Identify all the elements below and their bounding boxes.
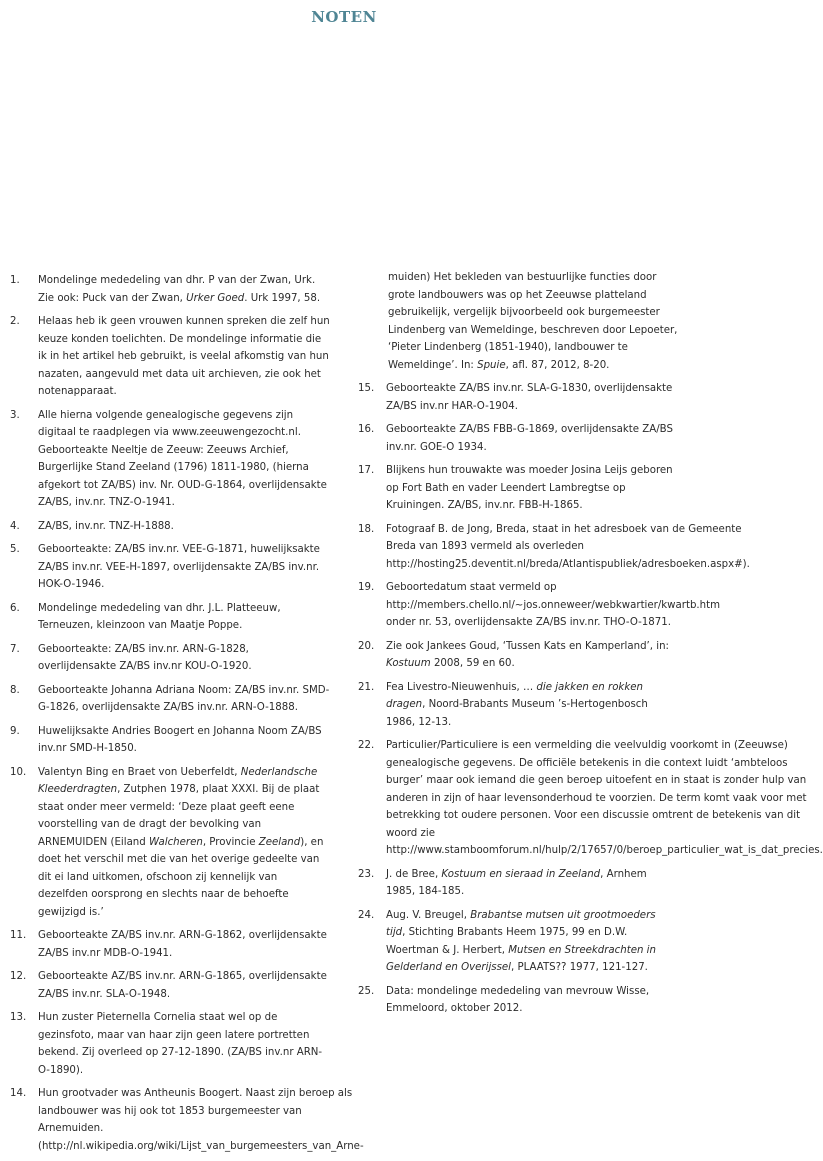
footnote-text: Geboorteakte ZA/BS inv.nr. SLA-G-1830, overlijdensakte ZA/BS inv.nr HAR-O-1904.: [386, 383, 673, 412]
footnote-text: J. de Bree, Kostuum en sieraad in Zeeland, Arnhem 1985, 184-185.: [386, 868, 647, 897]
footnote-text: Mondelinge mededeling van dhr. P van der Zwan, Urk. Zie ook: Puck van der Zwan, Urker Goed. Urk 1997, 58.: [38, 275, 321, 304]
footnote-number: 19.: [358, 582, 375, 593]
footnote: [358, 421, 678, 456]
footnote: [10, 600, 330, 635]
footnote-number: 5.: [10, 544, 20, 555]
footnote-number: 23.: [358, 868, 375, 880]
footnote-text: Mondelinge mededeling van dhr. J.L. Platteeuw, Terneuzen, kleinzoon van Maatje Poppe.: [38, 602, 281, 631]
footnote-number: 17.: [358, 465, 375, 476]
footnote-number: 14.: [10, 1088, 27, 1099]
footnote: [358, 462, 678, 515]
footnote: [358, 521, 750, 574]
footnote-text: Hun zuster Pieternella Cornelia staat wel op de gezinsfoto, maar van haar zijn geen latere portretten bekend. Zij overleed op 27-12-1890. (ZA/BS inv.nr ARN-O-1890).: [38, 1012, 323, 1076]
note-14-continuation: muiden) Het bekleden van bestuurlijke functies door grote landbouwers was op het Zeeuwse platteland gebruikelijk, vergelijk bijvoorbeeld ook burgemeester Lindenberg van Wemeldinge, beschreven door Lepoeter, ‘Pieter Lindenberg (1851-1940), landbouwer te Wemeldinge’. In: Spuie, afl. 87, 2012, 8-20.: [388, 272, 678, 371]
footnote: [358, 579, 721, 632]
footnote: [10, 927, 330, 962]
footnote: [10, 1085, 364, 1155]
footnote: [10, 641, 330, 676]
footnote-number: 22.: [358, 740, 375, 751]
footnote: [10, 723, 330, 758]
footnote-text: Geboorteakte Johanna Adriana Noom: ZA/BS inv.nr. SMD-G-1826, overlijdensakte ZA/BS inv.nr. ARN-O-1888.: [38, 684, 330, 713]
footnote: [10, 272, 330, 307]
footnote-number: 3.: [10, 409, 20, 421]
footnote-text: Data: mondelinge mededeling van mevrouw Wisse, Emmeloord, oktober 2012.: [386, 985, 650, 1014]
footnote-text: Helaas heb ik geen vrouwen kunnen spreken die zelf hun keuze konden toelichten. De mondelinge informatie die ik in het artikel heb gebruikt, is veelal afkomstig van hun nazaten, aangevuld met data uit archieven, zie ook het notenapparaat.: [38, 316, 330, 397]
footnote-number: 18.: [358, 523, 375, 535]
footnote: [358, 737, 823, 860]
footnote-number: 2.: [10, 316, 20, 327]
footnote-text: Fea Livestro-Nieuwenhuis, … die jakken en rokken dragen, Noord-Brabants Museum ’s-Hertogenbosch 1986, 12-13.: [386, 681, 648, 728]
footnote-text: Geboorteakte ZA/BS inv.nr. ARN-G-1862, overlijdensakte ZA/BS inv.nr MDB-O-1941.: [38, 930, 327, 959]
footnote-text: Hun grootvader was Antheunis Boogert. Naast zijn beroep als landbouwer was hij ook tot 1853 burgemeester van Arnemuiden. (http://nl.wikipedia.org/wiki/Lijst_van_burgemeesters_van_Arne-: [38, 1088, 364, 1152]
footnote-number: 11.: [10, 930, 27, 941]
footnote: [10, 541, 330, 594]
footnote: [10, 968, 330, 1003]
footnote-text: Aug. V. Breugel, Brabantse mutsen uit grootmoeders tijd, Stichting Brabants Heem 1975, 99 en D.W. Woertman & J. Herbert, Mutsen en Streekdrachten in Gelderland en Overijssel, PLAATS?? 1977, 121-127.: [386, 909, 656, 973]
footnote-text: Fotograaf B. de Jong, Breda, staat in het adresboek van de Gemeente Breda van 1893 vermeld als overleden http://hosting25.deventit.nl/breda/Atlantispubliek/adresboeken.aspx#).: [386, 523, 750, 570]
footnote: [10, 313, 330, 401]
footnote-number: 20.: [358, 640, 375, 652]
footnote: [10, 1009, 330, 1079]
footnote-number: 21.: [358, 681, 375, 693]
footnote-text: Huwelijksakte Andries Boogert en Johanna Noom ZA/BS inv.nr SMD-H-1850.: [38, 725, 322, 754]
footnote-text: Alle hierna volgende genealogische gegevens zijn digitaal te raadplegen via www.zeeuwengezocht.nl. Geboorteakte Neeltje de Zeeuw: Zeeuws Archief, Burgerlijke Stand Zeeland (1796) 1811-1980, (hierna afgekort tot ZA/BS) inv. Nr. OUD-G-1864, overlijdensakte ZA/BS, inv.nr. TNZ-O-1941.: [38, 409, 327, 508]
footnote-text: Geboorteakte: ZA/BS inv.nr. VEE-G-1871, huwelijksakte ZA/BS inv.nr. VEE-H-1897, overlijdensakte ZA/BS inv.nr. HOK-O-1946.: [38, 544, 320, 590]
footnote-number: 13.: [10, 1012, 27, 1023]
footnote-number: 6.: [10, 602, 20, 614]
footnote-number: 25.: [358, 985, 375, 997]
footnote-text: Zie ook Jankees Goud, ‘Tussen Kats en Kamperland’, in: Kostuum 2008, 59 en 60.: [386, 640, 669, 669]
footnote: [358, 866, 678, 901]
footnote-number: 7.: [10, 643, 20, 655]
notes-column-left: [10, 272, 364, 1161]
footnote-text: Valentyn Bing en Braet von Ueberfeldt, Nederlandsche Kleederdragten, Zutphen 1978, plaat XXXI. Bij de plaat staat onder meer vermeld: ‘Deze plaat geeft eene voorstelling van de dragt der bevolking van ARNEMUIDEN (Eiland Walcheren, Provincie Zeeland), en doet het verschil met die van het overige gedeelte van dit ei land uitkomen, ofschoon zij kennelijk van dezelfden oorsprong en slechts naar de behoefte gewijzigd is.’: [38, 766, 324, 918]
footnote: [10, 682, 330, 717]
footnote: [358, 679, 678, 732]
footnote-number: 12.: [10, 971, 27, 982]
footnote-text: Blijkens hun trouwakte was moeder Josina Leijs geboren op Fort Bath en vader Leendert Lambregtse op Kruiningen. ZA/BS, inv.nr. FBB-H-1865.: [386, 465, 673, 511]
footnote-text: Geboortedatum staat vermeld op http://members.chello.nl/~jos.onneweer/webkwartier/kwartb.htm onder nr. 53, overlijdensakte ZA/BS inv.nr. THO-O-1871.: [386, 582, 721, 628]
footnote-number: 9.: [10, 725, 20, 737]
footnote-text: Particulier/Particuliere is een vermelding die veelvuldig voorkomt in (Zeeuwse) genealogische gegevens. De officiële betekenis in die context luidt ‘ambteloos burger’ maar ook iemand die geen beroep uitoefent en in staat is zonder hulp van anderen in zijn of haar levensonderhoud te voorzien. De term komt vaak voor met betrekking tot oudere personen. Voor een discussie omtrent de betekenis van dit woord zie http://www.stamboomforum.nl/hulp/2/17657/0/beroep_particulier_wat_is_dat_precies.: [386, 740, 823, 856]
footnote-number: 4.: [10, 520, 20, 532]
page-title: NOTEN: [311, 8, 377, 26]
footnote-text: Geboorteakte ZA/BS FBB-G-1869, overlijdensakte ZA/BS inv.nr. GOE-O 1934.: [386, 424, 673, 453]
footnote-text: Geboorteakte AZ/BS inv.nr. ARN-G-1865, overlijdensakte ZA/BS inv.nr. SLA-O-1948.: [38, 971, 327, 1000]
footnote-text: ZA/BS, inv.nr. TNZ-H-1888.: [38, 520, 174, 532]
footnote-number: 16.: [358, 424, 375, 435]
footnote: [358, 983, 678, 1018]
footnote: [358, 380, 678, 415]
footnote-number: 10.: [10, 766, 27, 778]
notes-column-right: [358, 269, 823, 1024]
footnote: [358, 907, 678, 977]
footnote: [10, 407, 330, 512]
footnote-number: 1.: [10, 275, 20, 286]
footnote-number: 8.: [10, 684, 20, 696]
footnote: [10, 518, 330, 536]
footnote: [358, 638, 678, 673]
footnote-number: 24.: [358, 909, 375, 921]
footnote-text: Geboorteakte: ZA/BS inv.nr. ARN-G-1828, overlijdensakte ZA/BS inv.nr KOU-O-1920.: [38, 643, 252, 672]
footnote: [10, 764, 330, 922]
footnote-number: 15.: [358, 383, 375, 394]
